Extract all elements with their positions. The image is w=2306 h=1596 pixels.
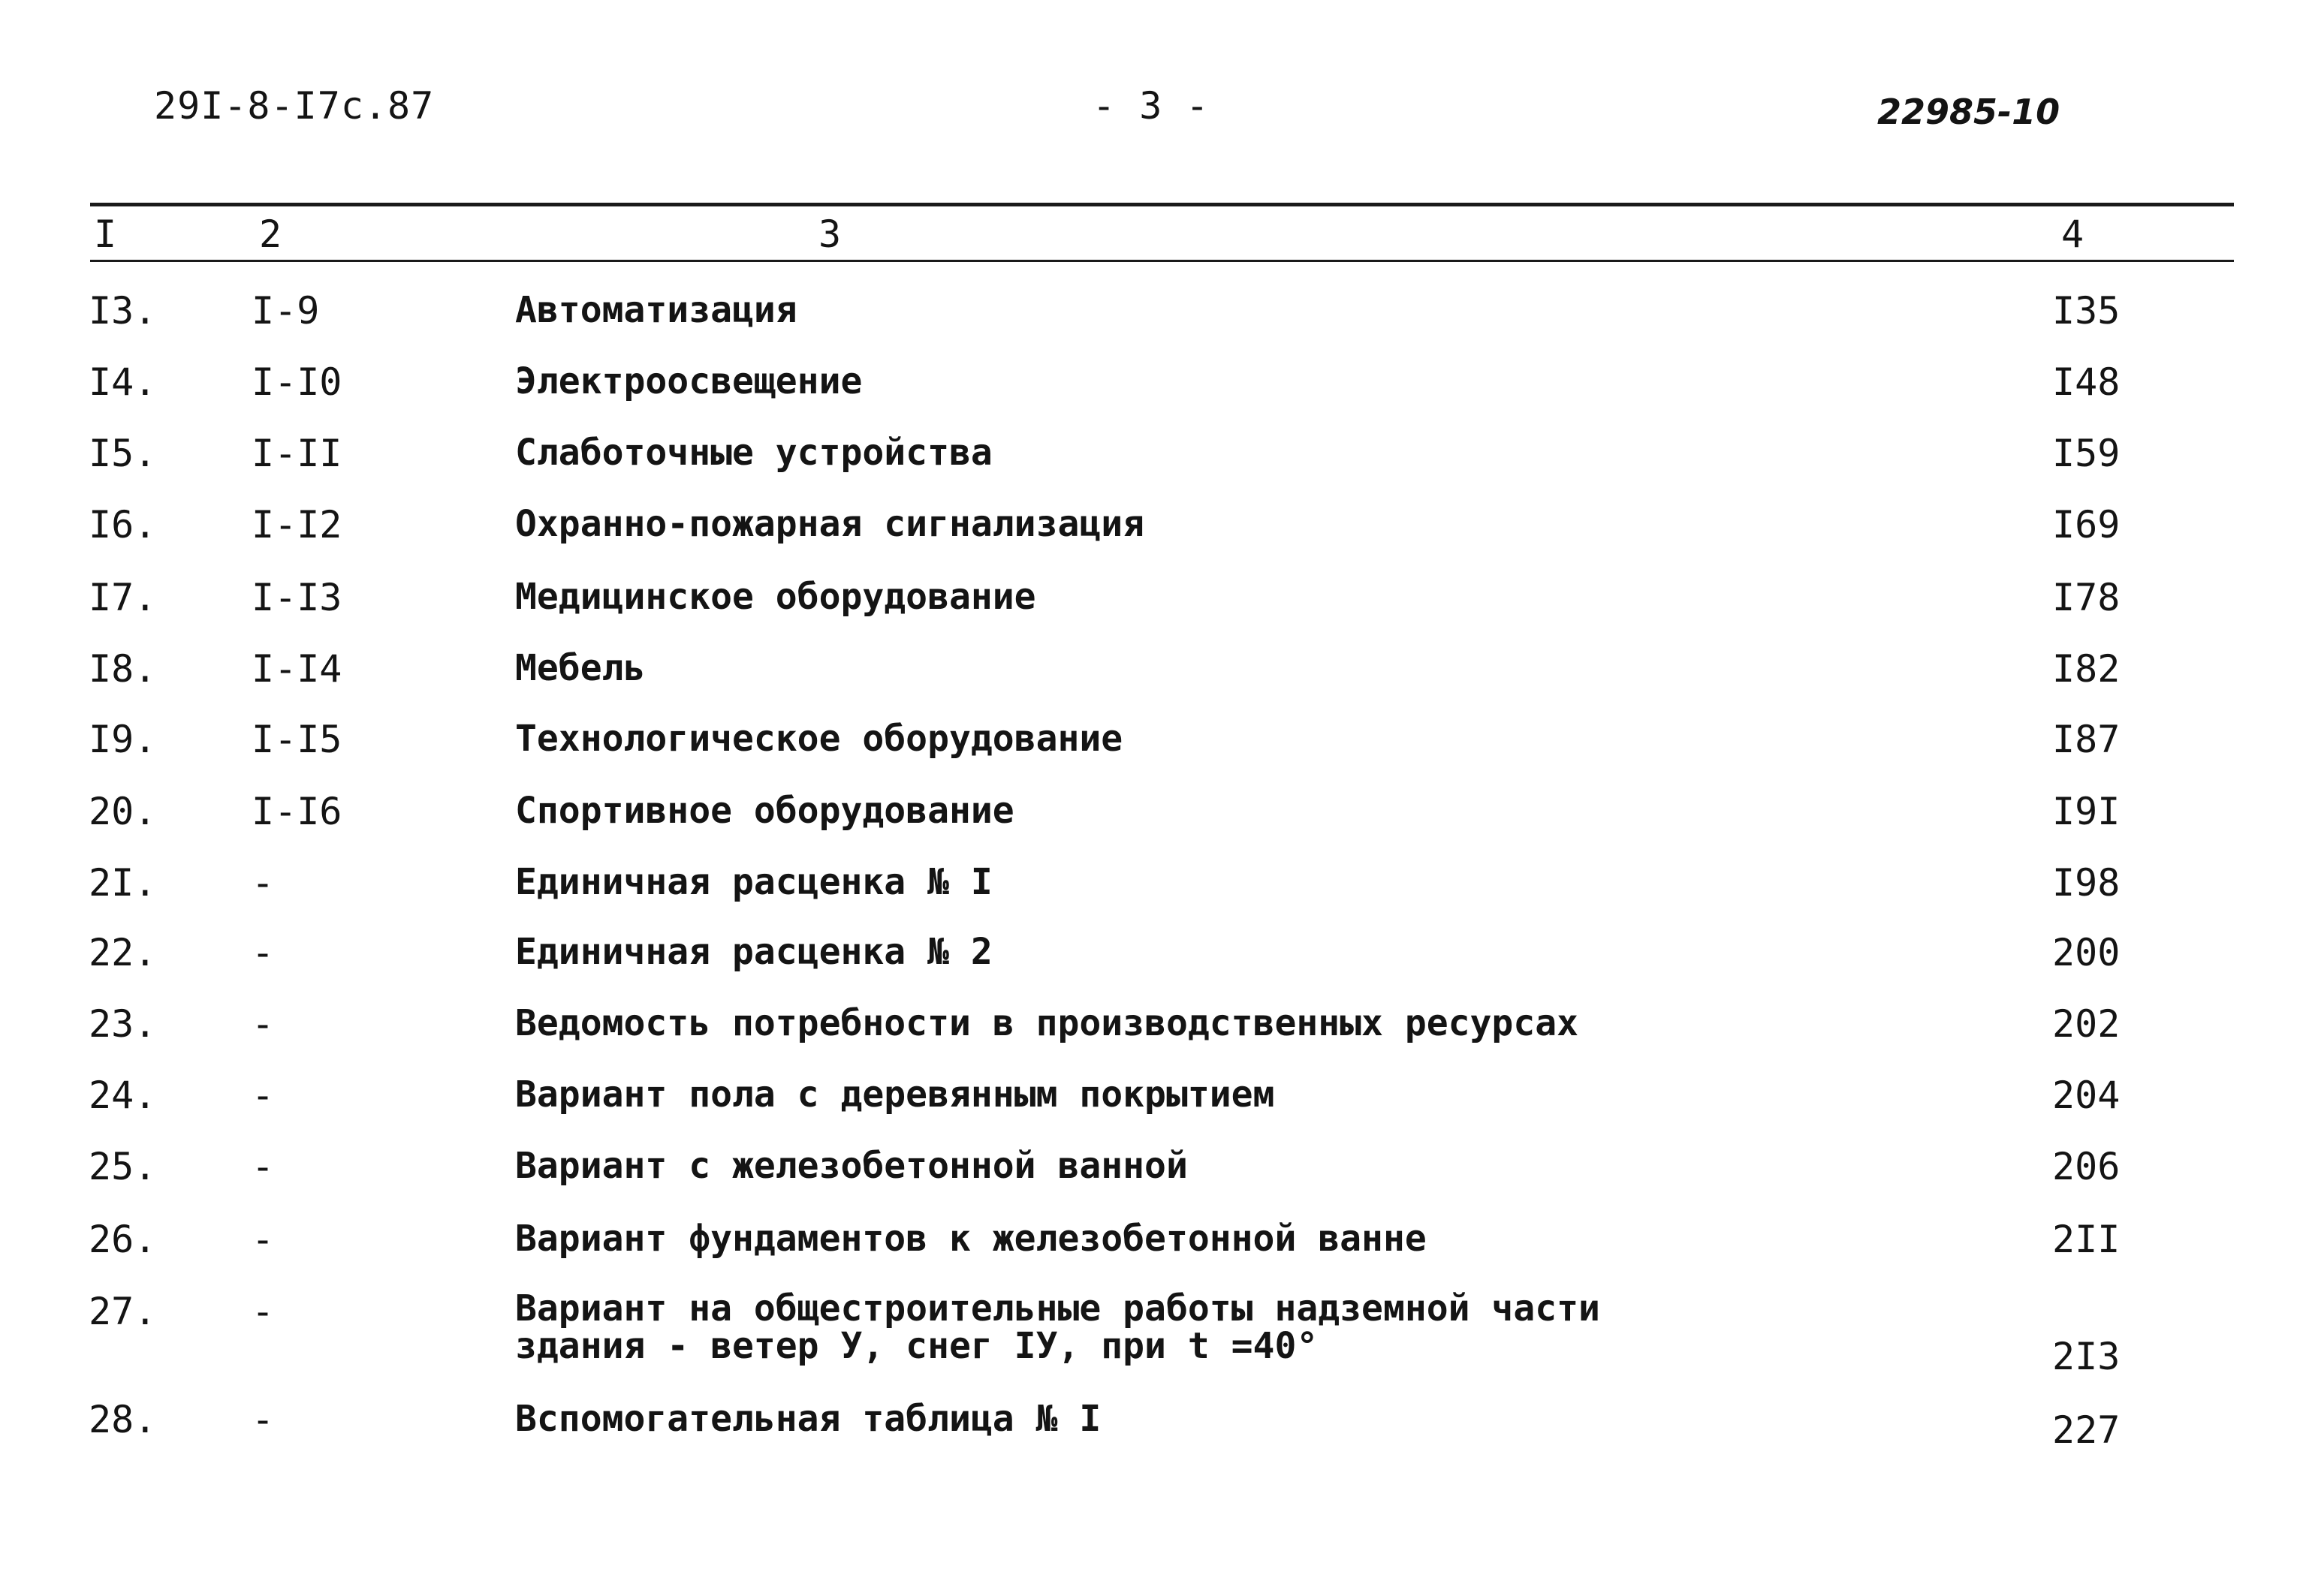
column-header-3: 3	[818, 212, 842, 256]
row-section: I-I5	[252, 718, 342, 761]
column-header-1: I	[94, 212, 117, 256]
row-title: Спортивное оборудование	[515, 790, 1014, 832]
row-number: 25.	[89, 1145, 157, 1188]
row-page: 2I3	[2052, 1335, 2121, 1378]
row-number: I6.	[89, 503, 157, 547]
row-number: I3.	[89, 289, 157, 333]
row-title: Единичная расценка № I	[515, 861, 993, 903]
row-title-line-1: Вариант на общестроительные работы надземной части	[515, 1287, 1600, 1329]
row-title: Ведомость потребности в производственных ресурсах	[515, 1002, 1579, 1044]
table-row	[0, 503, 2306, 563]
column-header-2: 2	[259, 212, 282, 256]
row-title: Мебель	[515, 647, 646, 689]
row-page: 202	[2052, 1002, 2121, 1046]
row-number: 23.	[89, 1002, 157, 1046]
row-page: 204	[2052, 1074, 2121, 1117]
column-header-4: 4	[2061, 212, 2084, 256]
archive-number: 22985-10	[1877, 92, 2060, 132]
table-row	[0, 360, 2306, 420]
row-title: Вспомогательная таблица № I	[515, 1398, 1102, 1440]
row-page: I35	[2052, 289, 2121, 333]
row-section: -	[252, 1398, 275, 1441]
table-row	[0, 790, 2306, 850]
row-section: -	[252, 931, 275, 974]
row-page: 227	[2052, 1408, 2121, 1452]
row-page: I82	[2052, 647, 2121, 691]
row-section: I-9	[252, 289, 320, 333]
row-page: I78	[2052, 576, 2121, 619]
document-code: 29I-8-I7c.87	[154, 84, 435, 128]
row-page: I9I	[2052, 790, 2121, 833]
row-title: Электроосвещение	[515, 360, 863, 402]
row-section: I-II	[252, 432, 342, 475]
row-section: -	[252, 1002, 275, 1046]
row-title: Вариант фундаментов к железобетонной ванне	[515, 1218, 1427, 1260]
table-row	[0, 1074, 2306, 1134]
table-row	[0, 1398, 2306, 1458]
row-page: I69	[2052, 503, 2121, 547]
row-number: 28.	[89, 1398, 157, 1441]
row-number: 26.	[89, 1218, 157, 1261]
row-section: -	[252, 1074, 275, 1117]
row-title: Единичная расценка № 2	[515, 931, 993, 973]
table-row	[0, 1218, 2306, 1278]
table-row	[0, 647, 2306, 707]
row-title: Охранно-пожарная сигнализация	[515, 503, 1145, 545]
table-row	[0, 432, 2306, 492]
table-row	[0, 289, 2306, 349]
row-number: I9.	[89, 718, 157, 761]
row-section: I-I4	[252, 647, 342, 691]
row-number: 27.	[89, 1290, 157, 1333]
row-page: I59	[2052, 432, 2121, 475]
table-top-rule	[90, 203, 2234, 206]
table-header-rule	[90, 260, 2234, 262]
row-section: I-I3	[252, 576, 342, 619]
row-section: I-I0	[252, 360, 342, 404]
table-row	[0, 576, 2306, 636]
row-page: 2II	[2052, 1218, 2121, 1261]
row-page: I48	[2052, 360, 2121, 404]
table-row	[0, 1145, 2306, 1205]
row-section: -	[252, 1290, 275, 1333]
row-title: Слаботочные устройства	[515, 432, 993, 474]
row-number: 2I.	[89, 861, 157, 905]
row-title: Медицинское оборудование	[515, 576, 1036, 618]
row-title: Технологическое оборудование	[515, 718, 1123, 760]
row-title: Вариант пола с деревянным покрытием	[515, 1074, 1275, 1116]
page-number: - 3 -	[1093, 84, 1210, 128]
row-number: I4.	[89, 360, 157, 404]
row-title-line-2: здания - ветер У, снег IУ, при t =40°	[515, 1325, 1319, 1367]
row-title: Автоматизация	[515, 289, 797, 331]
table-row	[0, 718, 2306, 778]
row-number: 20.	[89, 790, 157, 833]
row-page: 200	[2052, 931, 2121, 974]
row-number: 24.	[89, 1074, 157, 1117]
table-row	[0, 1002, 2306, 1062]
row-page: 206	[2052, 1145, 2121, 1188]
row-section: I-I2	[252, 503, 342, 547]
row-section: -	[252, 1218, 275, 1261]
row-title	[515, 1287, 1600, 1367]
row-page: I98	[2052, 861, 2121, 905]
table-row	[0, 861, 2306, 921]
row-number: 22.	[89, 931, 157, 974]
row-section: -	[252, 861, 275, 905]
table-row	[0, 931, 2306, 991]
row-number: I7.	[89, 576, 157, 619]
row-title: Вариант с железобетонной ванной	[515, 1145, 1188, 1187]
row-section: I-I6	[252, 790, 342, 833]
row-section: -	[252, 1145, 275, 1188]
row-number: I5.	[89, 432, 157, 475]
row-number: I8.	[89, 647, 157, 691]
table-row	[0, 1287, 2306, 1387]
row-page: I87	[2052, 718, 2121, 761]
